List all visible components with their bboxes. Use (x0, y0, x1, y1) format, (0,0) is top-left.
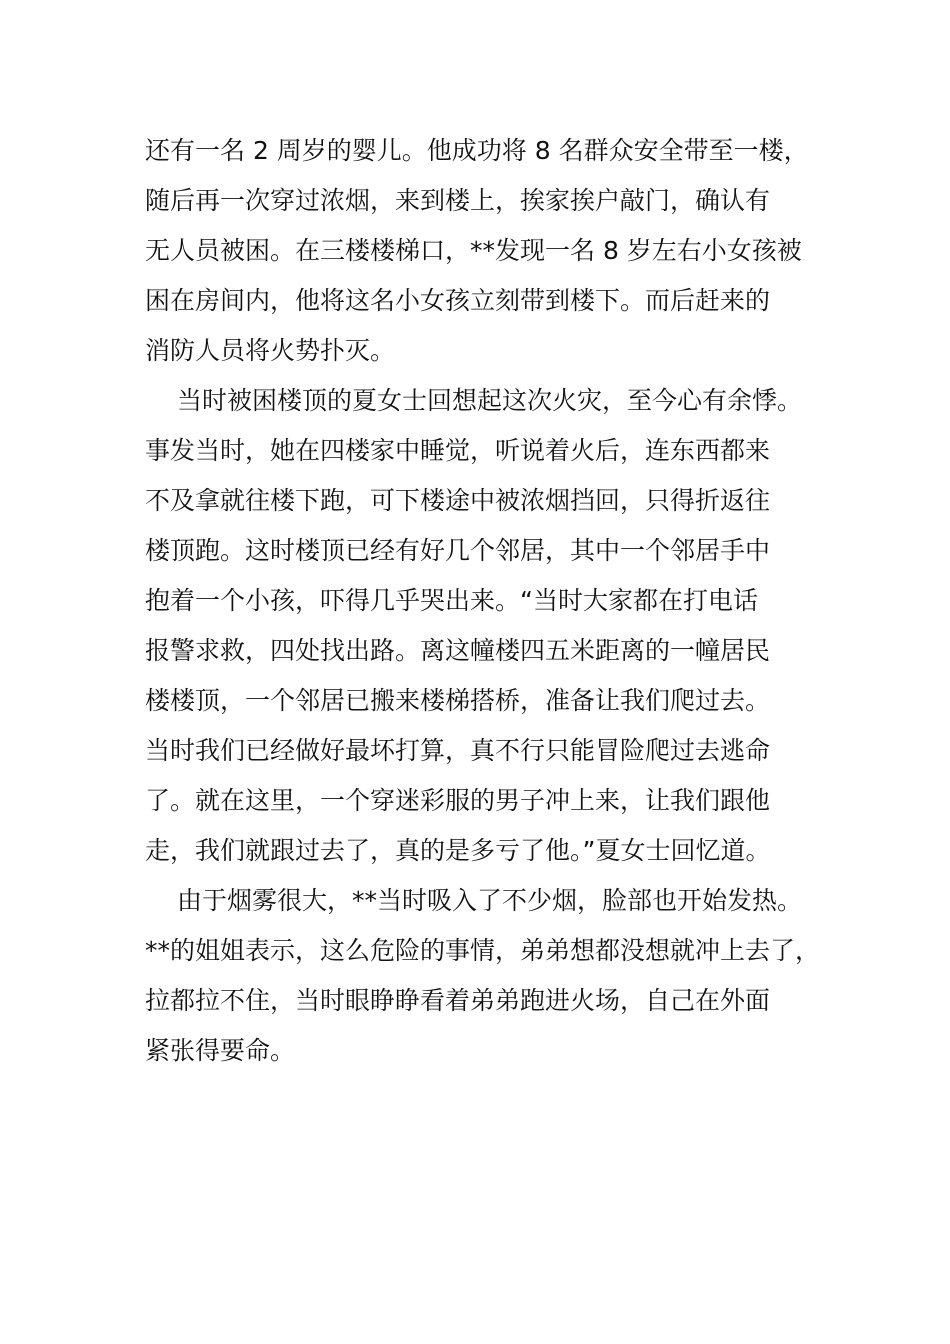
document-body (145, 126, 835, 1076)
paragraph-1-line-3: 无人员被困。在三楼楼梯口，**发现一名 8 岁左右小女孩被 (145, 236, 802, 265)
paragraph-2-line-5: 抱着一个小孩，吓得几乎哭出来。“当时大家都在打电话 (145, 586, 758, 615)
paragraph-2-line-10: 走，我们就跟过去了，真的是多亏了他。”夏女士回忆道。 (145, 836, 771, 865)
paragraph-3-line-2: **的姐姐表示，这么危险的事情，弟弟想都没想就冲上去了， (145, 936, 821, 965)
paragraph-3-line-4: 紧张得要命。 (145, 1036, 296, 1065)
paragraph-1-line-1: 还有一名 2 周岁的婴儿。他成功将 8 名群众安全带至一楼， (145, 136, 809, 165)
paragraph-3-line-1: 由于烟雾很大，**当时吸入了不少烟，脸部也开始发热。 (177, 886, 803, 915)
paragraph-1-line-2: 随后再一次穿过浓烟，来到楼上，挨家挨户敲门，确认有 (145, 186, 771, 215)
paragraph-3 (145, 876, 835, 1076)
paragraph-1-line-5: 消防人员将火势扑灭。 (145, 336, 396, 365)
paragraph-1 (145, 126, 835, 376)
paragraph-3-line-3: 拉都拉不住，当时眼睁睁看着弟弟跑进火场，自己在外面 (145, 986, 771, 1015)
paragraph-1-line-4: 困在房间内，他将这名小女孩立刻带到楼下。而后赶来的 (145, 286, 771, 315)
paragraph-2-line-9: 了。就在这里，一个穿迷彩服的男子冲上来，让我们跟他 (145, 786, 771, 815)
paragraph-2-line-6: 报警求救，四处找出路。离这幢楼四五米距离的一幢居民 (145, 636, 771, 665)
paragraph-2-line-4: 楼顶跑。这时楼顶已经有好几个邻居，其中一个邻居手中 (145, 536, 771, 565)
paragraph-2-line-2: 事发当时，她在四楼家中睡觉，听说着火后，连东西都来 (145, 436, 771, 465)
paragraph-2-line-3: 不及拿就往楼下跑，可下楼途中被浓烟挡回，只得折返往 (145, 486, 771, 515)
paragraph-2-line-8: 当时我们已经做好最坏打算，真不行只能冒险爬过去逃命 (145, 736, 771, 765)
paragraph-2 (145, 376, 835, 876)
paragraph-2-line-1: 当时被困楼顶的夏女士回想起这次火灾，至今心有余悸。 (177, 386, 803, 415)
paragraph-2-line-7: 楼楼顶，一个邻居已搬来楼梯搭桥，准备让我们爬过去。 (145, 686, 771, 715)
